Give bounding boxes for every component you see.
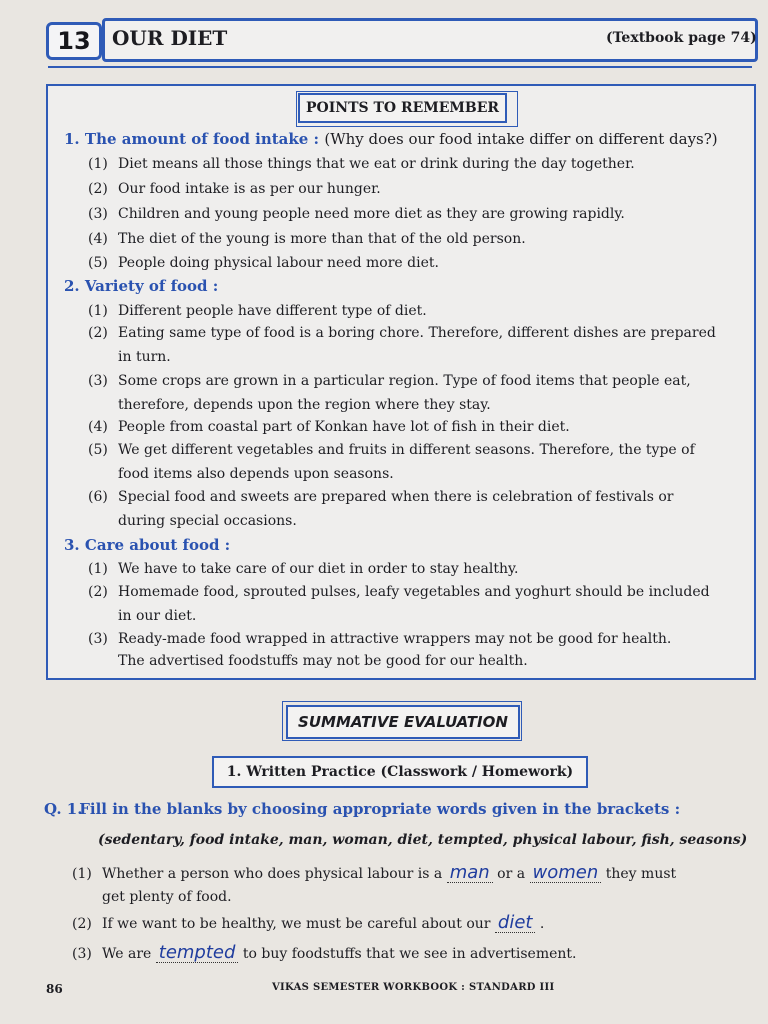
list-item: (2) Our food intake is as per our hunger.: [88, 181, 381, 197]
list-item: (1) We have to take care of our diet in order to stay healthy.: [88, 561, 519, 577]
section-1-heading: 1. The amount of food intake : (Why does our food intake differ on different days?): [64, 130, 718, 148]
section-1-question: (Why does our food intake differ on different days?): [324, 130, 718, 148]
list-item: (4) The diet of the young is more than that of the old person.: [88, 231, 526, 247]
handwritten-answer: man: [447, 864, 493, 883]
list-item: (3) Children and young people need more diet as they are growing rapidly.: [88, 206, 625, 222]
chapter-number: 13: [46, 22, 102, 60]
page-number: 86: [46, 982, 63, 996]
chapter-title: OUR DIET: [112, 26, 228, 50]
question-1: Q. 1. Fill in the blanks by choosing appropriate words given in the brackets :: [44, 800, 681, 818]
blank-item-1: (1) Whether a person who does physical labour is a man or a women they must: [72, 862, 677, 883]
handwritten-answer: diet: [495, 914, 536, 933]
points-to-remember-label: POINTS TO REMEMBER: [298, 93, 507, 123]
list-item: (5) We get different vegetables and fruits in different seasons. Therefore, the type of: [88, 442, 695, 458]
section-3-heading: 3. Care about food :: [64, 536, 231, 554]
list-item: (4) People from coastal part of Konkan have lot of fish in their diet.: [88, 419, 570, 435]
summative-evaluation-title: SUMMATIVE EVALUATION: [286, 705, 520, 739]
list-item: (2) Eating same type of food is a boring chore. Therefore, different dishes are prepared: [88, 325, 716, 341]
list-item-continued: in turn.: [118, 349, 171, 365]
list-item: (2) Homemade food, sprouted pulses, leafy vegetables and yoghurt should be included: [88, 584, 710, 600]
list-item: (1) Diet means all those things that we eat or drink during the day together.: [88, 156, 635, 172]
list-item-continued: during special occasions.: [118, 513, 297, 529]
list-item-continued: therefore, depends upon the region where they stay.: [118, 397, 491, 413]
question-1-text: Fill in the blanks by choosing appropriate words given in the brackets :: [79, 800, 681, 818]
blank-item-3: (3) We are tempted to buy foodstuffs that we see in advertisement.: [72, 942, 577, 963]
book-title-footer: VIKAS SEMESTER WORKBOOK : STANDARD III: [272, 982, 555, 993]
list-item: (1) Different people have different type of diet.: [88, 303, 427, 319]
list-item: (3) Ready-made food wrapped in attractive wrappers may not be good for health.: [88, 631, 672, 647]
blank-item-1-continued: get plenty of food.: [102, 889, 232, 905]
list-item: (5) People doing physical labour need more diet.: [88, 255, 439, 271]
handwritten-answer: tempted: [156, 944, 239, 963]
list-item-continued: in our diet.: [118, 608, 197, 624]
section-2-heading: 2. Variety of food :: [64, 277, 219, 295]
written-practice-title: 1. Written Practice (Classwork / Homework): [212, 756, 588, 788]
list-item: (6) Special food and sweets are prepared when there is celebration of festivals or: [88, 489, 674, 505]
handwritten-answer: women: [530, 864, 602, 883]
list-item: (3) Some crops are grown in a particular region. Type of food items that people eat,: [88, 373, 691, 389]
blank-item-2: (2) If we want to be healthy, we must be careful about our diet .: [72, 912, 545, 933]
textbook-page-ref: (Textbook page 74): [606, 30, 757, 46]
word-bank: (sedentary, food intake, man, woman, diet, tempted, physical labour, fish, seasons): [98, 832, 748, 848]
header-divider: [48, 66, 752, 68]
list-item-continued: The advertised foodstuffs may not be good for our health.: [118, 653, 528, 669]
list-item-continued: food items also depends upon seasons.: [118, 466, 394, 482]
